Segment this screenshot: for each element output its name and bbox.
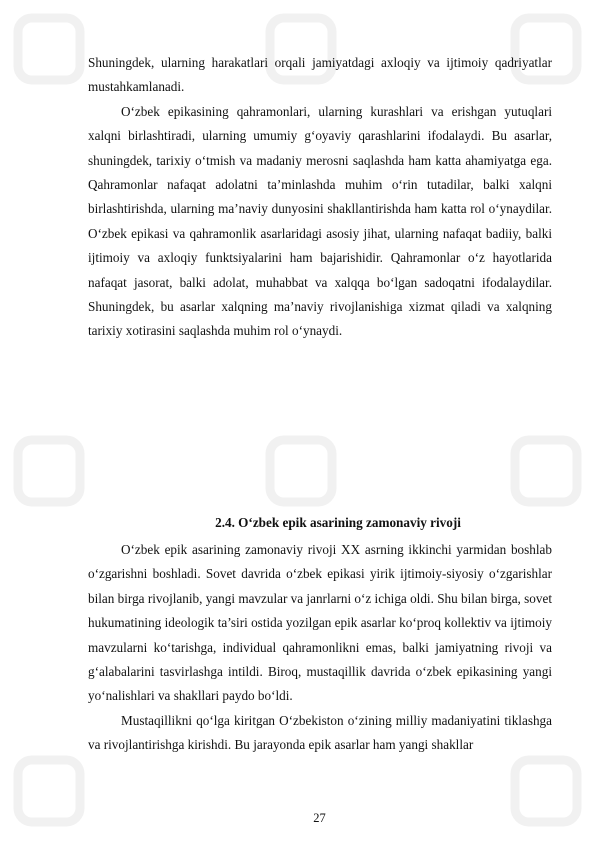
page-number: 27 xyxy=(313,811,326,825)
paragraph-modern-development: O‘zbek epik asarining zamonaviy rivoji XX asrning ikkinchi yarmidan boshlab o‘zgarishni boshladi. Sovet davrida o‘zbek epikasi yirik ijtimoiy-siyosiy o‘zgarishlar bilan birga rivojlanib, yangi mavzular va janrlarni o‘z ichiga oldi. Shu bilan birga, sovet hukumatining ideologik ta’siri ostida yozilgan epik asarlar ko‘proq kollektiv va ijtimoiy mavzularni ko‘tarishga, individual qahramonlikni emas, balki jamiyatning rivoji va g‘alabalarini tasvirlashga intildi. Biroq, mustaqillik davrida o‘zbek epikasining yangi yo‘nalishlari va shakllari paydo bo‘ldi. xyxy=(88,542,552,704)
section-heading: 2.4. O‘zbek epik asarining zamonaviy rivoji xyxy=(215,515,461,530)
paragraph-continuation: Shuningdek, ularning harakatlari orqali jamiyatdagi axloqiy va ijtimoiy qadriyatlar mustahkamlanadi. xyxy=(88,55,552,95)
top-text-block xyxy=(88,51,552,344)
paragraph-independence: Mustaqillikni qo‘lga kiritgan O‘zbekiston o‘zining milliy madaniyatini tiklashga va rivojlantirishga kirishdi. Bu jarayonda epik asarlar ham yangi shakllar xyxy=(88,712,552,753)
paragraph-heroes: O‘zbek epikasining qahramonlari, ularning kurashlari va erishgan yutuqlari xalqni birlashtiradi, ularning umumiy g‘oyaviy qarashlarini ifodalaydi. Bu asarlar, shuningdek, tarixiy o‘tmish va madaniy merosni saqlashda ham katta ahamiyatga ega. Qahramonlar nafaqat adolatni ta’minlashda muhim o‘rin tutadilar, balki xalqni birlashtirishda, ularning ma’naviy dunyosini shakllantirishda ham katta rol o‘ynaydilar. O‘zbek epikasi va qahramonlik asarlaridagi asosiy jihat, ularning nafaqat badiiy, balki ijtimoiy va axloqiy funktsiyalarini ham bajarishidir. Qahramonlar o‘z hayotlarida nafaqat jasorat, balki adolat, muhabbat va xalqqa bo‘lgan sadoqatni ifodalaydilar. Shuningdek, bu asarlar xalqning ma’naviy rivojlanishiga xizmat qiladi va xalqning tarixiy xotirasini saqlashda muhim rol o‘ynaydi. xyxy=(88,103,552,339)
bottom-text-block xyxy=(88,538,552,758)
